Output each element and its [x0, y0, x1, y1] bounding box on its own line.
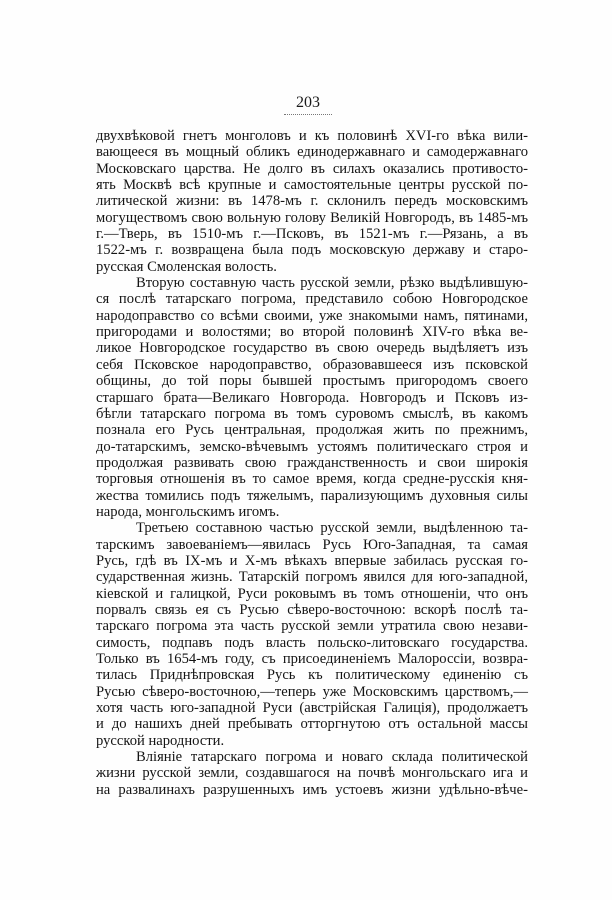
text-line: себя Псковское народоправство, образовавшееся изъ псковской [96, 356, 528, 373]
text-line: народоправство со всѣми своими, уже знакомыми намъ, пятинами, [96, 307, 528, 324]
text-line: ся послѣ татарскаго погрома, представило собою Новгородское [96, 291, 528, 308]
text-line: до-татарскимъ, земско-вѣчевымъ устоямъ политическаго строя и [96, 438, 528, 455]
text-line: пригородами и волостями; во второй половинѣ XIV-го вѣка ве- [96, 324, 528, 341]
text-line: познала его Русь центральная, продолжая жить по прежнимъ, [96, 422, 528, 439]
page-number: 203 [296, 94, 320, 111]
text-line: Русью сѣверо-восточною,—теперь уже Московскимъ царствомъ,— [96, 683, 528, 700]
text-line: народа, монгольскимъ игомъ. [96, 503, 280, 520]
body-text [96, 128, 528, 798]
text-line: хотя часть юго-западной Руси (австрійская Галиція), продолжаетъ [96, 700, 528, 717]
text-line: жества томились подъ тяжелымъ, парализующимъ духовныя силы [96, 487, 528, 504]
text-line: на развалинахъ разрушенныхъ имъ устоевъ жизни удѣльно-вѣче- [96, 781, 528, 798]
text-line: 1522-мъ г. возвращена была подъ московскую державу и старо- [96, 242, 528, 259]
text-line: бѣгли татарскаго погрома въ томъ суровомъ смыслѣ, въ какомъ [96, 405, 528, 422]
text-line: общины, до той поры бывшей простымъ пригородомъ своего [96, 373, 528, 390]
text-line: ликое Новгородское государство въ свою очередь выдѣляетъ изъ [96, 340, 528, 357]
text-line: русская Смоленская волость. [96, 258, 277, 275]
paragraph [96, 275, 528, 520]
text-line: тарскаго погрома эта часть русской земли утратила свою незави- [96, 618, 528, 635]
text-line: Московскаго царства. Не долго въ силахъ оказались противосто- [96, 160, 528, 177]
text-line: могуществомъ свою вольную голову Великій Новгородъ, въ 1485-мъ [96, 209, 528, 226]
paragraph [96, 749, 528, 798]
text-line: литической жизни: въ 1478-мъ г. склонилъ передъ московскимъ [96, 193, 528, 210]
paragraph [96, 520, 528, 749]
text-line: двухвѣковой гнетъ монголовъ и къ половинѣ XVI-го вѣка вили- [96, 128, 528, 144]
text-line: продолжая развивать свою гражданственность и свои широкія [96, 454, 528, 471]
paragraph [96, 128, 528, 275]
text-line: Только въ 1654-мъ году, съ присоединеніемъ Малороссіи, возвра- [96, 651, 528, 667]
text-line: порвалъ связь ея съ Русью сѣверо-восточною: вскорѣ послѣ та- [96, 601, 528, 618]
text-line: ять Москвѣ всѣ крупные и самостоятельные центры русской по- [96, 177, 528, 194]
text-line: тилась Приднѣпровская Русь къ политическому единенію съ [96, 667, 528, 684]
text-line: и до нашихъ дней пребывать отторгнутою отъ остальной массы [96, 716, 528, 733]
text-line: сударственная жизнь. Татарскій погромъ явился для юго-западной, [96, 569, 528, 586]
text-line: жизни русской земли, создавшагося на почвѣ монгольскаго ига и [96, 765, 528, 782]
text-line: симость, подпавъ подъ власть польско-литовскаго государства. [96, 634, 528, 651]
text-line: тарскимъ завоеваніемъ—явилась Русь Юго-Западная, та самая [96, 536, 528, 553]
text-line: старшаго брата—Великаго Новгорода. Новгородъ и Псковъ из- [96, 389, 528, 406]
text-line: вающееся въ мощный обликъ единодержавнаго и самодержавнаго [96, 144, 528, 161]
text-line: Вліяніе татарскаго погрома и новаго склада политической [136, 749, 528, 766]
text-line: г.—Тверь, въ 1510-мъ г.—Псковъ, въ 1521-мъ г.—Рязань, а въ [96, 226, 528, 243]
text-line: Третьею составною частью русской земли, выдѣленною та- [136, 520, 528, 537]
page-number-rule [284, 114, 332, 115]
text-line: Русь, гдѣ въ IX-мъ и X-мъ вѣкахъ впервые забилась русская го- [96, 552, 528, 569]
text-line: Вторую составную часть русской земли, рѣзко выдѣлившую- [136, 275, 528, 292]
text-line: кіевской и галицкой, Руси роковымъ въ томъ отношеніи, что онъ [96, 585, 528, 602]
text-line: русской народности. [96, 732, 225, 749]
text-line: торговыя отношенія въ то самое время, когда средне-русскія кня- [96, 471, 528, 488]
